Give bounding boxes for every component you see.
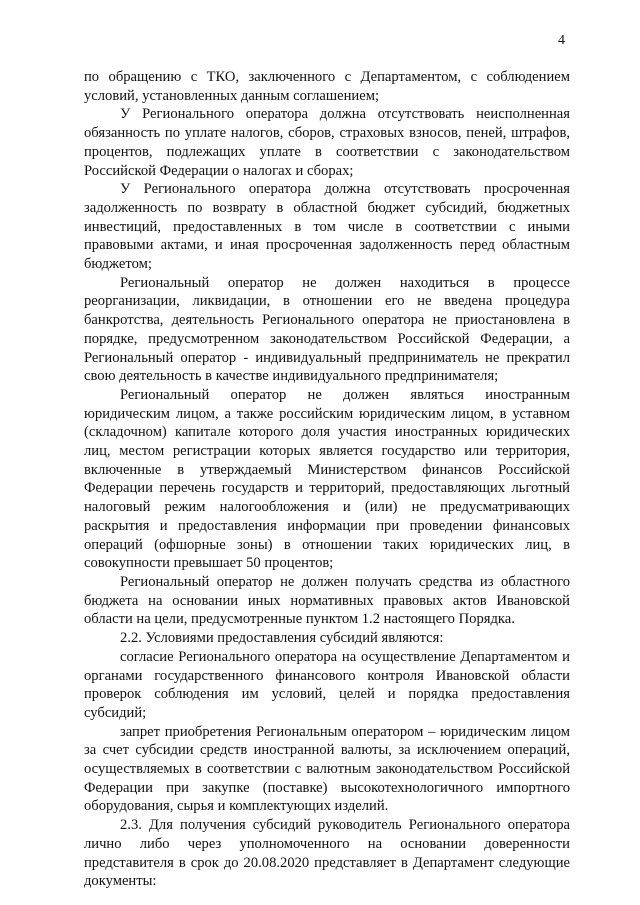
paragraph-4: Региональный оператор не должен находиться в процессе реорганизации, ликвидации, в отношении его не введена процедура банкротства, деятельность Регионального оператора не приостановлена в порядке, предусмотренном законодательством Российской Федерации, а Региональный оператор - индивидуальный предприниматель не прекратил свою деятельность в качестве индивидуального предпринимателя;	[84, 274, 570, 385]
paragraph-7: 2.2. Условиями предоставления субсидий являются:	[120, 630, 444, 647]
paragraph-8: согласие Регионального оператора на осуществление Департаментом и органами государственного финансового контроля Ивановской области проверок соблюдения им условий, целей и порядка предоставления субсидий;	[84, 648, 570, 721]
paragraph-10: 2.3. Для получения субсидий руководитель Регионального оператора лично либо через уполномоченного на основании доверенности представителя в срок до 20.08.2020 представляет в Департамент следующие документы:	[84, 817, 570, 890]
paragraph-2: У Регионального оператора должна отсутствовать неисполненная обязанность по уплате налогов, сборов, страховых взносов, пеней, штрафов, процентов, подлежащих уплате в соответствии с законодательством Российской Федерации о налогах и сборах;	[84, 106, 570, 179]
paragraph-3: У Регионального оператора должна отсутствовать просроченная задолженность по возврату в областной бюджет субсидий, бюджетных инвестиций, предоставленных в том числе в соответствии с иными правовыми актами, и иная просроченная задолженность перед областным бюджетом;	[84, 181, 570, 273]
page-number: 4	[558, 33, 565, 48]
paragraph-6: Региональный оператор не должен получать средства из областного бюджета на основании иных нормативных правовых актов Ивановской области на цели, предусмотренные пунктом 1.2 настоящего Порядка.	[84, 573, 570, 628]
document-body	[84, 68, 570, 891]
paragraph-1: по обращению с ТКО, заключенного с Департаментом, с соблюдением условий, установленных данным соглашением;	[84, 69, 570, 104]
paragraph-9: запрет приобретения Региональным оператором – юридическим лицом за счет субсидии средств иностранной валюты, за исключением операций, осуществляемых в соответствии с валютным законодательством Российской Федерации при закупке (поставке) высокотехнологичного импортного оборудования, сырья и комплектующих изделий.	[84, 723, 570, 815]
paragraph-5: Региональный оператор не должен являться иностранным юридическим лицом, а также российским юридическим лицом, в уставном (складочном) капитале которого доля участия иностранных юридических лиц, местом регистрации которых является государство или территория, включенные в утверждаемый Министерством финансов Российской Федерации перечень государств и территорий, предоставляющих льготный налоговый режим налогообложения и (или) не предусматривающих раскрытия и предоставления информации при проведении финансовых операций (офшорные зоны) в отношении таких юридических лиц, в совокупности превышает 50 процентов;	[84, 386, 570, 572]
